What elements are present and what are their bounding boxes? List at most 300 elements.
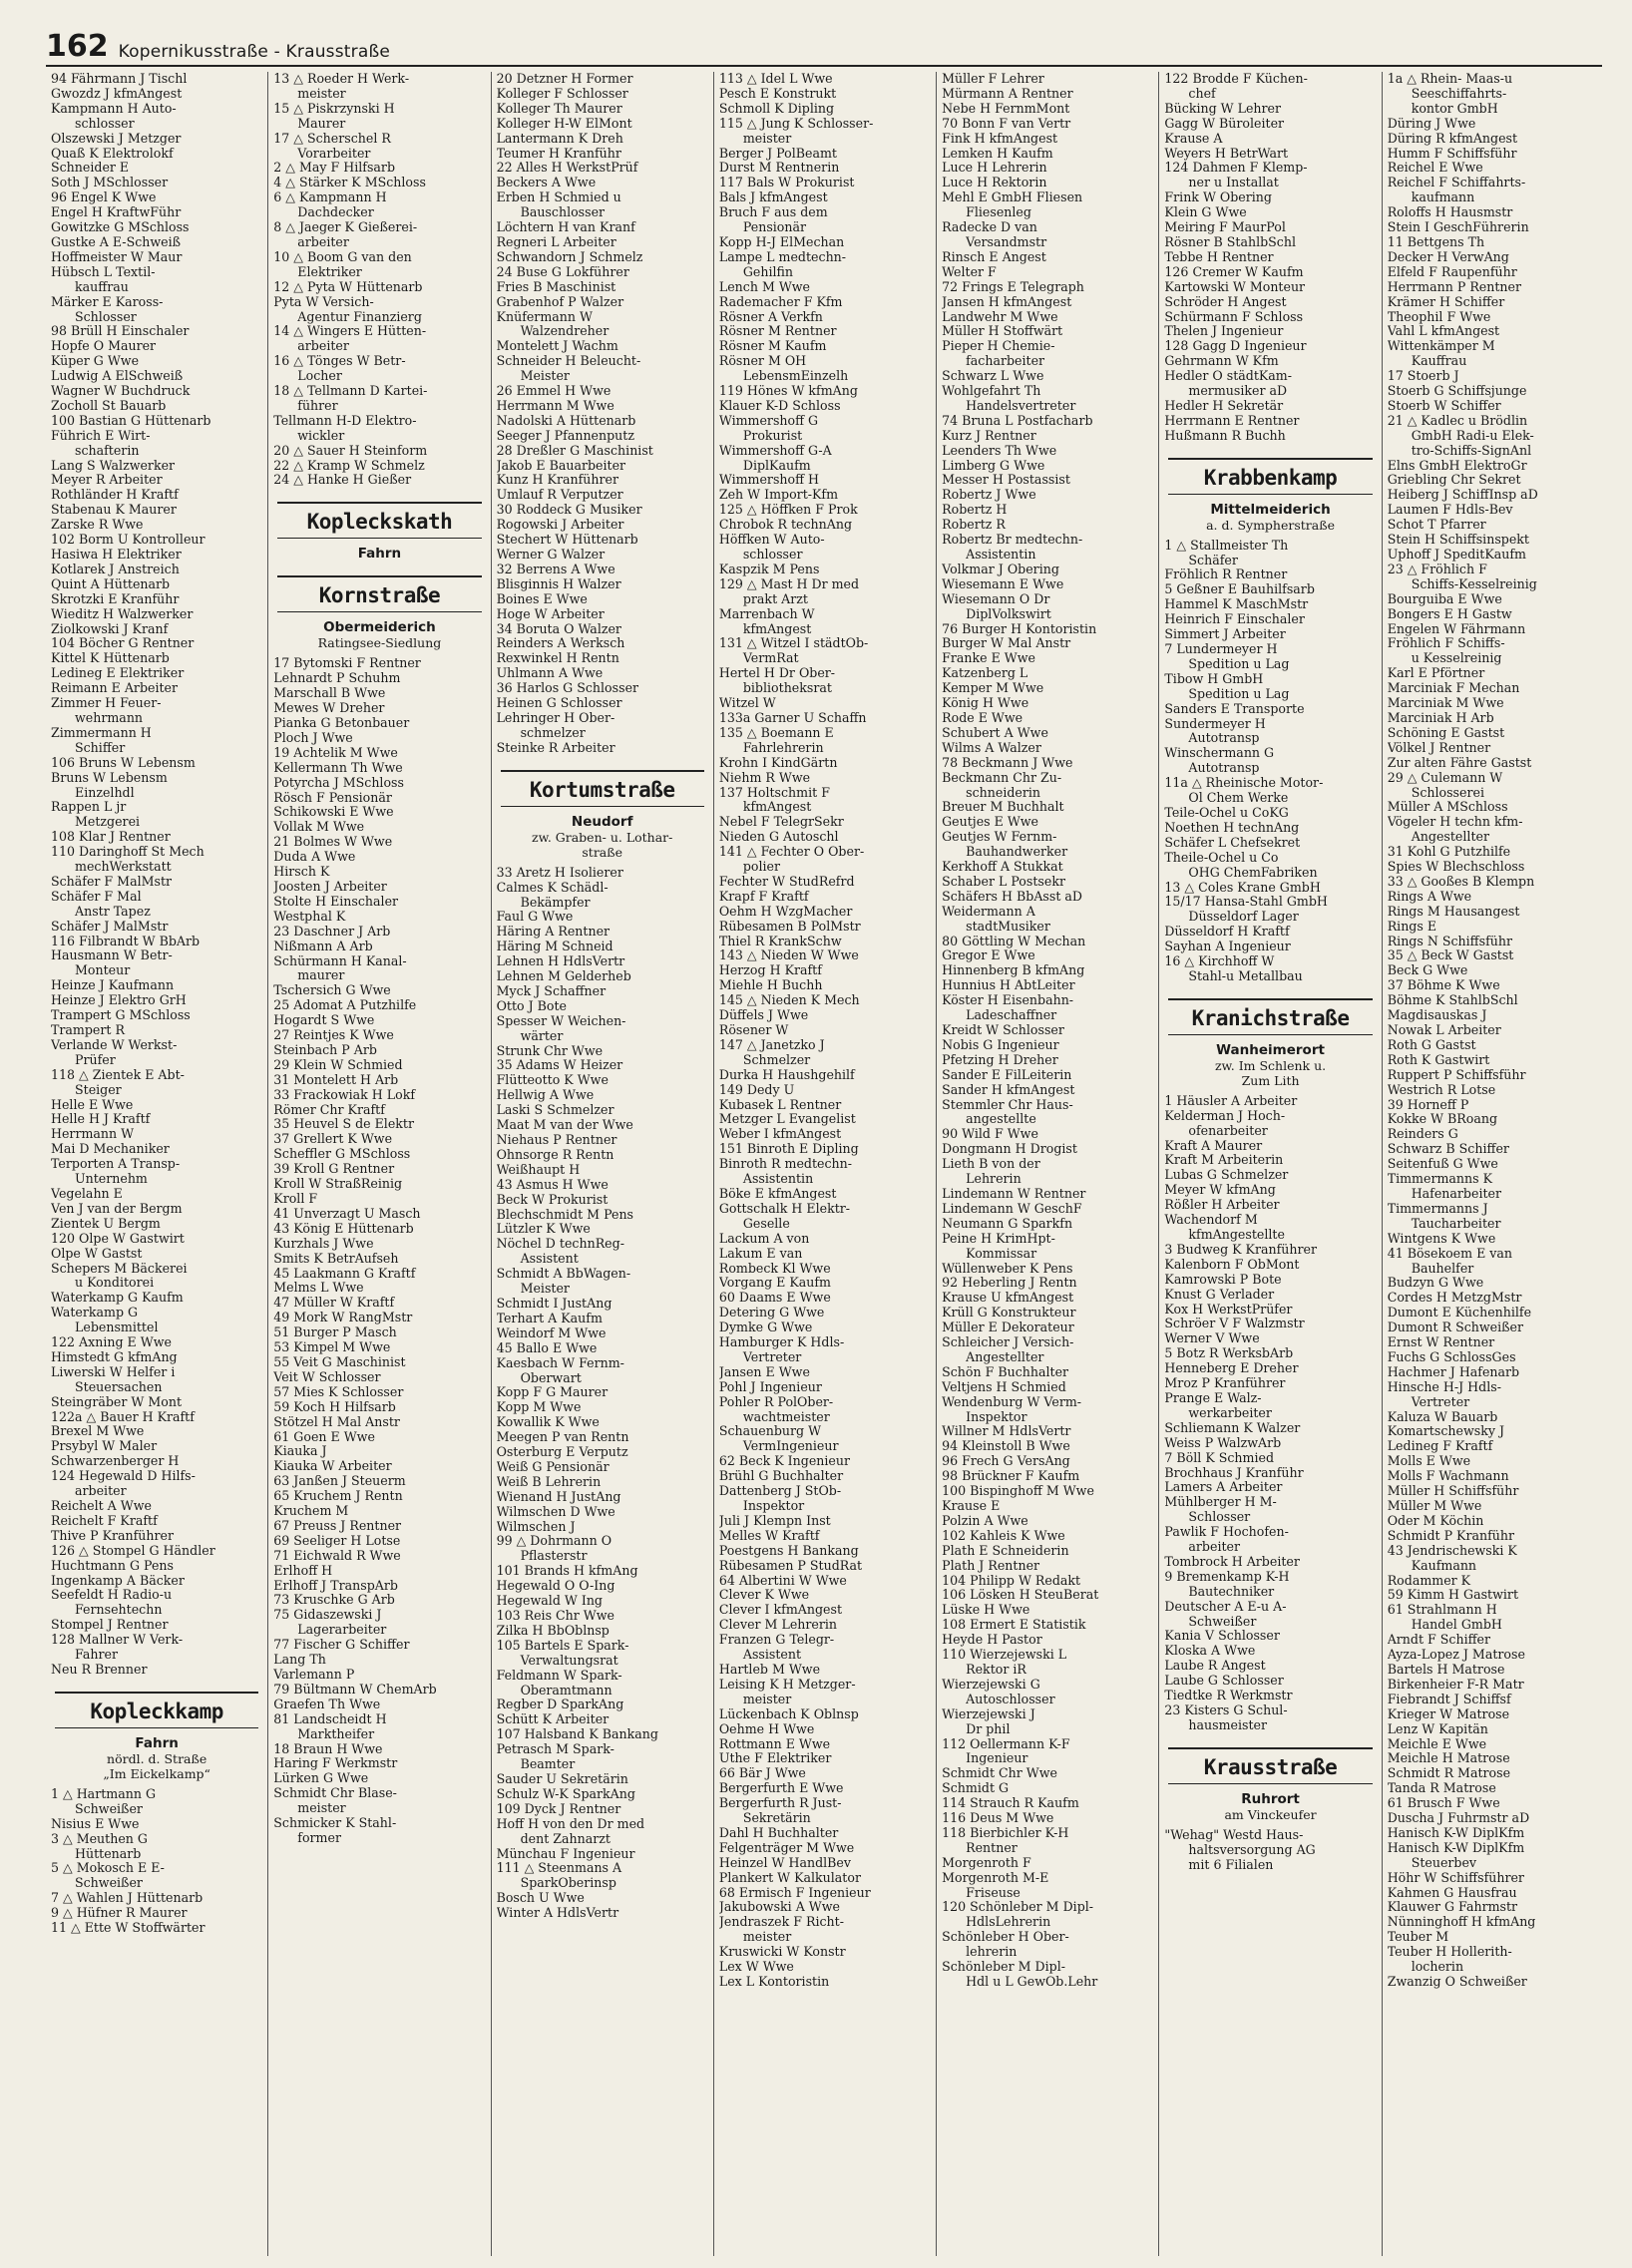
entry-continuation: kfmAngest <box>742 621 812 636</box>
resident-entry: Lenz W Kapitän <box>1387 1721 1488 1736</box>
resident-entry: 79 Bültmann W ChemArb <box>273 1682 437 1697</box>
resident-entry: Mewes W Dreher <box>273 701 385 716</box>
resident-entry: Wittenkämper M <box>1387 339 1495 354</box>
resident-entry: Seeger J Pfannenputz <box>496 428 634 443</box>
resident-entry: Herrmann E Rentner <box>1164 413 1300 428</box>
resident-entry: 21 △ Kadlec u Brödlin <box>1387 413 1528 428</box>
resident-entry: Prange E Walz- <box>1164 1390 1262 1405</box>
resident-entry: Pianka G Betonbauer <box>273 716 410 730</box>
entry-continuation: Meister <box>520 1282 570 1297</box>
resident-entry: Kolleger H-W ElMont <box>496 116 632 131</box>
resident-entry: 72 Frings E Telegraph <box>942 279 1084 294</box>
resident-entry: Kokke W BRoang <box>1387 1112 1498 1127</box>
resident-entry: Brochhaus J Kranführ <box>1164 1465 1304 1480</box>
resident-entry: Kemper M Wwe <box>942 681 1044 696</box>
resident-entry: Magdisauskas J <box>1387 1008 1487 1023</box>
entry-continuation: u Konditorei <box>75 1276 155 1291</box>
resident-entry: Krause A <box>1164 131 1223 146</box>
resident-entry: Metzger L Evangelist <box>718 1112 856 1127</box>
entry-continuation: DiplVolkswirt <box>966 606 1051 621</box>
resident-entry: Grabenhof P Walzer <box>496 294 624 309</box>
entry-continuation: Inspektor <box>966 1409 1027 1424</box>
resident-entry: 60 Daams E Wwe <box>718 1291 831 1306</box>
resident-entry: Neu R Brenner <box>51 1662 148 1677</box>
district-name: Obermeiderich <box>323 619 436 636</box>
entry-continuation: Assistentin <box>966 548 1036 562</box>
entry-continuation: arbeiter <box>297 234 349 249</box>
resident-entry: 24 △ Hanke H Gießer <box>273 473 412 488</box>
page-header <box>46 22 1602 67</box>
resident-entry: Kania V Schlosser <box>1164 1629 1280 1644</box>
resident-entry: Meichle H Matrose <box>1387 1751 1510 1766</box>
resident-entry: 13 △ Coles Krane GmbH <box>1164 880 1321 895</box>
resident-entry: 145 △ Nieden K Mech <box>718 993 860 1008</box>
resident-entry: Rösch F Pensionär <box>273 790 392 805</box>
resident-entry: 101 Brands H kfmAng <box>496 1564 638 1579</box>
entry-continuation: Taucharbeiter <box>1411 1216 1501 1231</box>
resident-entry: Kopp M Wwe <box>496 1400 582 1415</box>
resident-entry: Elfeld F Raupenführ <box>1387 264 1517 279</box>
resident-entry: 23 Daschner J Arb <box>273 924 391 939</box>
entry-continuation: Autotransp <box>1188 731 1260 746</box>
resident-entry: 18 Braun H Wwe <box>273 1741 383 1756</box>
resident-entry: Seefeldt H Radio-u <box>51 1588 173 1603</box>
street-heading <box>55 1692 258 1728</box>
resident-entry: 68 Ermisch F Ingenieur <box>718 1885 871 1900</box>
resident-entry: 28 Dreßler G Maschinist <box>496 443 653 458</box>
district-info <box>1164 503 1376 533</box>
resident-entry: Spesser W Weichen- <box>496 1013 626 1028</box>
entry-continuation: locherin <box>1411 1960 1464 1975</box>
resident-entry: Laube G Schlosser <box>1164 1674 1284 1689</box>
resident-entry: Thelen J Ingenieur <box>1164 324 1284 339</box>
resident-entry: Hoff H von den Dr med <box>496 1816 645 1831</box>
entry-continuation: Oberwart <box>520 1370 582 1385</box>
resident-entry: Calmes K Schädl- <box>496 880 609 895</box>
resident-entry: Quint A Hüttenarb <box>51 576 171 591</box>
resident-entry: Düring J Wwe <box>1387 116 1476 131</box>
resident-entry: Marciniak M Wwe <box>1387 696 1504 711</box>
resident-entry: Cordes H MetzgMstr <box>1387 1291 1522 1306</box>
resident-entry: Zeh W Import-Kfm <box>718 488 839 503</box>
entry-continuation: Ingenieur <box>966 1751 1028 1766</box>
resident-entry: Dongmann H Drogist <box>942 1142 1077 1157</box>
entry-continuation: arbeiter <box>75 1484 127 1499</box>
resident-entry: 81 Landscheidt H <box>273 1711 387 1726</box>
resident-entry: Weindorf M Wwe <box>496 1325 607 1340</box>
resident-entry: Vögeler H techn kfm- <box>1387 815 1523 830</box>
district-location: zw. Graben- u. Lothar- <box>532 829 673 845</box>
resident-entry: Trampert R <box>51 1023 125 1037</box>
resident-entry: Kartowski W Monteur <box>1164 279 1306 294</box>
resident-entry: 29 Klein W Schmied <box>273 1057 403 1072</box>
resident-entry: 80 Göttling W Mechan <box>942 934 1086 948</box>
entry-continuation: Schmelzer <box>742 1052 811 1067</box>
resident-entry: 25 Adomat A Putzhilfe <box>273 998 417 1013</box>
resident-entry: 23 Kisters G Schul- <box>1164 1703 1288 1717</box>
resident-entry: Hinnenberg B kfmAng <box>942 963 1085 978</box>
resident-entry: 31 Kohl G Putzhilfe <box>1387 845 1511 860</box>
resident-entry: "Wehag" Westd Haus- <box>1164 1827 1304 1842</box>
resident-entry: Schmidt Chr Blase- <box>273 1786 397 1801</box>
resident-entry: 116 Deus M Wwe <box>942 1811 1054 1826</box>
resident-entry: Schliemann K Walzer <box>1164 1420 1301 1435</box>
resident-entry: Tibow H GmbH <box>1164 671 1264 686</box>
resident-entry: 35 Adams W Heizer <box>496 1058 623 1073</box>
resident-entry: Schön F Buchhalter <box>942 1364 1069 1379</box>
resident-entry: Weiss P WalzwArb <box>1164 1435 1282 1450</box>
directory-column <box>46 72 268 2256</box>
entry-continuation: HdlsLehrerin <box>966 1915 1051 1930</box>
resident-entry: Rösner B StahlbSchl <box>1164 234 1296 249</box>
entry-continuation: Hdl u L GewOb.Lehr <box>966 1975 1098 1989</box>
resident-entry: Böke E kfmAngest <box>718 1186 837 1201</box>
resident-entry: Niehaus P Rentner <box>496 1133 617 1147</box>
entry-continuation: Kaufmann <box>1411 1558 1477 1573</box>
entry-continuation: hausmeister <box>1188 1717 1268 1732</box>
resident-entry: Rombeck Kl Wwe <box>718 1261 831 1276</box>
resident-entry: Zientek U Bergm <box>51 1216 161 1231</box>
resident-entry: Quaß K Elektrolokf <box>51 146 174 161</box>
resident-entry: Rademacher F Kfm <box>718 294 843 309</box>
resident-entry: Wienand H JustAng <box>496 1489 621 1504</box>
resident-entry: 106 Lösken H SteuBerat <box>942 1588 1099 1603</box>
district-location: zw. Im Schlenk u. <box>1214 1057 1327 1073</box>
resident-entry: Seitenfuß G Wwe <box>1387 1157 1498 1172</box>
resident-entry: 99 △ Dohrmann O <box>496 1534 612 1549</box>
directory-column <box>1159 72 1382 2256</box>
resident-entry: Witzel W <box>718 696 776 711</box>
district-info <box>497 815 708 860</box>
resident-entry: Weiß G Pensionär <box>496 1459 610 1474</box>
entry-continuation: Pflasterstr <box>520 1549 588 1564</box>
resident-entry: 35 Heuvel S de Elektr <box>273 1117 414 1132</box>
resident-entry: Stein I GeschFührerin <box>1387 220 1529 235</box>
district-location: nördl. d. Straße <box>107 1750 207 1766</box>
resident-entry: Bals J kfmAngest <box>718 190 828 205</box>
entry-continuation: Angestellter <box>966 1349 1044 1364</box>
resident-entry: 11 △ Ette W Stoffwärter <box>51 1921 205 1936</box>
resident-entry: Zilka H BbOblnsp <box>496 1623 610 1638</box>
resident-entry: 76 Burger H Kontoristin <box>942 621 1097 636</box>
resident-entry: Schäfer L Chefsekret <box>1164 835 1301 850</box>
resident-entry: 96 Engel K Wwe <box>51 190 157 205</box>
resident-entry: 18 △ Tellmann D Kartei- <box>273 384 428 399</box>
resident-entry: 125 △ Höffken F Prok <box>718 503 858 518</box>
resident-entry: 149 Dedy U <box>718 1082 795 1097</box>
resident-entry: 35 △ Beck W Gastst <box>1387 948 1514 963</box>
entry-continuation: Schiffer <box>75 740 126 755</box>
resident-entry: 75 Gidaszewski J <box>273 1608 382 1623</box>
resident-entry: Kampmann H Auto- <box>51 101 177 116</box>
resident-entry: Rinsch E Angest <box>942 249 1046 264</box>
entry-continuation: arbeiter <box>297 339 349 354</box>
resident-entry: Schwandorn J Schmelz <box>496 249 643 264</box>
resident-entry: Kruswicki W Konstr <box>718 1945 846 1960</box>
resident-entry: Oehme H Wwe <box>718 1721 815 1736</box>
resident-entry: Budzyn G Wwe <box>1387 1276 1484 1291</box>
entry-continuation: Dr phil <box>966 1721 1011 1736</box>
resident-entry: Otto J Bote <box>496 998 567 1013</box>
entry-continuation: schneiderin <box>966 785 1041 800</box>
resident-entry: Kurz J Rentner <box>942 428 1036 443</box>
resident-entry: Nieden G Autoschl <box>718 830 839 845</box>
resident-entry: 110 Wierzejewski L <box>942 1648 1067 1663</box>
resident-entry: 66 Bär J Wwe <box>718 1766 806 1781</box>
entry-continuation: Verwaltungsrat <box>520 1653 618 1668</box>
resident-entry: Lang S Walzwerker <box>51 458 176 473</box>
resident-entry: Ledineg F Kraftf <box>1387 1439 1493 1454</box>
entry-continuation: ner u Installat <box>1188 176 1279 190</box>
resident-entry: Ven J van der Bergm <box>51 1201 183 1216</box>
resident-entry: Steinke R Arbeiter <box>496 740 615 755</box>
entry-continuation: Geselle <box>742 1216 790 1231</box>
resident-entry: 105 Bartels E Spark- <box>496 1638 629 1653</box>
resident-entry: Fröhlich R Rentner <box>1164 567 1288 582</box>
entry-continuation: stadtMusiker <box>966 919 1050 934</box>
entry-continuation: Friseuse <box>966 1885 1020 1900</box>
resident-entry: Potyrcha J MSchloss <box>273 775 404 790</box>
resident-entry: Kunz H Kranführer <box>496 473 618 488</box>
resident-entry: Wohlgefahrt Th <box>942 384 1041 399</box>
resident-entry: Mühlberger H M- <box>1164 1495 1277 1510</box>
entry-continuation: Spedition u Lag <box>1188 686 1290 701</box>
resident-entry: Nadolski A Hüttenarb <box>496 413 636 428</box>
entry-continuation: Anstr Tapez <box>75 904 151 919</box>
resident-entry: Franke E Wwe <box>942 651 1035 666</box>
street-name: Kornstraße <box>318 583 441 608</box>
resident-entry: 109 Dyck J Rentner <box>496 1801 621 1816</box>
entry-continuation: Hafenarbeiter <box>1411 1186 1502 1201</box>
resident-entry: 22 △ Kramp W Schmelz <box>273 458 425 473</box>
resident-entry: Tombrock H Arbeiter <box>1164 1554 1300 1569</box>
resident-entry: 122 Brodde F Küchen- <box>1164 72 1308 86</box>
resident-entry: Tschersich G Wwe <box>273 983 391 998</box>
resident-entry: 100 Bastian G Hüttenarb <box>51 413 211 428</box>
resident-entry: Schepers M Bäckerei <box>51 1261 188 1276</box>
resident-entry: Bartels H Matrose <box>1387 1662 1505 1677</box>
district-location: „Im Eickelkamp“ <box>103 1765 210 1781</box>
resident-entry: Hertel H Dr Ober- <box>718 666 836 681</box>
resident-entry: Löchtern H van Kranf <box>496 220 635 235</box>
entry-continuation: Steuerbev <box>1411 1855 1477 1870</box>
resident-entry: Laumen F Hdls-Bev <box>1387 503 1513 518</box>
resident-entry: Teumer H Kranführ <box>496 146 621 161</box>
resident-entry: Uphoff J SpeditKaufm <box>1387 548 1526 562</box>
entry-continuation: Handel GmbH <box>1411 1618 1502 1633</box>
resident-entry: Heiberg J SchiffInsp aD <box>1387 488 1538 503</box>
resident-entry: Fechter W StudRefrd <box>718 874 855 889</box>
resident-entry: 69 Seeliger H Lotse <box>273 1533 401 1548</box>
entry-continuation: Bautechniker <box>1188 1584 1275 1599</box>
resident-entry: Griebling Chr Sekret <box>1387 473 1521 488</box>
resident-entry: 73 Kruschke G Arb <box>273 1593 395 1608</box>
entry-continuation: kfmAngest <box>742 800 812 815</box>
resident-entry: 53 Kimpel M Wwe <box>273 1340 391 1355</box>
resident-entry: Lench M Wwe <box>718 279 811 294</box>
resident-entry: Zarske R Wwe <box>51 518 144 533</box>
resident-entry: 13 △ Roeder H Werk- <box>273 72 410 86</box>
resident-entry: Hopfe O Maurer <box>51 339 157 354</box>
resident-entry: Meyer W kfmAng <box>1164 1183 1276 1198</box>
resident-entry: Prsybyl W Maler <box>51 1439 158 1454</box>
resident-entry: Kurzhals J Wwe <box>273 1236 374 1251</box>
resident-entry: Ohnsorge R Rentn <box>496 1147 614 1162</box>
resident-entry: Müller H Schiffsführ <box>1387 1484 1519 1499</box>
resident-entry: Winter A HdlsVertr <box>496 1906 619 1921</box>
resident-entry: Wendenburg W Verm- <box>942 1394 1082 1409</box>
resident-entry: 26 Emmel H Wwe <box>496 384 612 399</box>
resident-entry: 94 Fährmann J Tischl <box>51 72 188 86</box>
resident-entry: Höhr W Schiffsführer <box>1387 1870 1524 1885</box>
resident-entry: 108 Ermert E Statistik <box>942 1618 1086 1633</box>
resident-entry: Düring R kfmAngest <box>1387 131 1518 146</box>
entry-continuation: meister <box>742 1930 792 1945</box>
resident-entry: Fröhlich F Schiffs- <box>1387 636 1505 651</box>
resident-entry: Clever I kfmAngest <box>718 1603 843 1618</box>
entry-continuation: prakt Arzt <box>742 591 808 606</box>
resident-entry: Heinze J Kaufmann <box>51 978 175 993</box>
resident-entry: 107 Halsband K Bankang <box>496 1727 658 1742</box>
resident-entry: Polzin A Wwe <box>942 1513 1028 1528</box>
resident-entry: Kreidt W Schlosser <box>942 1023 1064 1037</box>
resident-entry: Terporten A Transp- <box>51 1157 181 1172</box>
entry-continuation: Unternehm <box>75 1172 148 1187</box>
resident-entry: Lemken H Kaufm <box>942 146 1053 161</box>
entry-continuation: Steuersachen <box>75 1379 163 1394</box>
entry-continuation: Fliesenleg <box>966 205 1031 220</box>
resident-entry: Häring M Schneid <box>496 940 613 954</box>
resident-entry: Wimmershoff H <box>718 473 820 488</box>
resident-entry: 102 Borm U Kontrolleur <box>51 533 205 548</box>
street-heading <box>501 770 704 807</box>
resident-entry: Lackum A von <box>718 1231 810 1246</box>
entry-continuation: schlosser <box>742 548 803 562</box>
resident-entry: Kellermann Th Wwe <box>273 760 403 775</box>
street-name: Kopleckskath <box>306 510 453 535</box>
entry-continuation: Rentner <box>966 1840 1018 1855</box>
entry-continuation: meister <box>297 1801 346 1816</box>
resident-entry: Schäfer J MalMstr <box>51 919 169 934</box>
resident-entry: Schürmann H Kanal- <box>273 953 407 968</box>
resident-entry: 17 Stoerb J <box>1387 369 1459 384</box>
resident-entry: Duscha J Fuhrmstr aD <box>1387 1811 1530 1826</box>
resident-entry: 112 Oellermann K-F <box>942 1736 1070 1751</box>
resident-entry: Kamrowski P Bote <box>1164 1272 1282 1287</box>
resident-entry: Detering G Wwe <box>718 1306 825 1321</box>
resident-entry: Erben H Schmied u <box>496 190 621 205</box>
resident-entry: Rothländer H Kraftf <box>51 488 179 503</box>
entry-continuation: former <box>297 1830 341 1845</box>
resident-entry: Rexwinkel H Rentn <box>496 651 619 666</box>
resident-entry: 64 Albertini W Wwe <box>718 1573 847 1588</box>
resident-entry: Thive P Kranführer <box>51 1528 175 1543</box>
resident-entry: Wierzejewski G <box>942 1677 1040 1692</box>
resident-entry: Scheffler G MSchloss <box>273 1147 411 1162</box>
resident-entry: Krause E <box>942 1499 1001 1513</box>
resident-entry: Zur alten Fähre Gastst <box>1387 755 1532 770</box>
resident-entry: Schürmann F Schloss <box>1164 309 1304 324</box>
resident-entry: Dahl H Buchhalter <box>718 1825 839 1840</box>
resident-entry: Lindemann W GeschF <box>942 1201 1082 1216</box>
resident-entry: Reichelt A Wwe <box>51 1499 152 1513</box>
resident-entry: Durst M Rentnerin <box>718 161 840 176</box>
resident-entry: Geutjes W Fernm- <box>942 830 1057 845</box>
resident-entry: Dumont R Schweißer <box>1387 1321 1524 1335</box>
district-info <box>1164 1043 1376 1088</box>
resident-entry: 3 △ Meuthen G <box>51 1831 148 1846</box>
resident-entry: Münchau F Ingenieur <box>496 1846 635 1861</box>
resident-entry: Gwozdz J kfmAngest <box>51 86 183 101</box>
resident-entry: Weyers H BetrWart <box>1164 146 1289 161</box>
resident-entry: 100 Bispinghoff M Wwe <box>942 1484 1094 1499</box>
resident-entry: 141 △ Fechter O Ober- <box>718 845 865 860</box>
resident-entry: Burger W Mal Anstr <box>942 636 1071 651</box>
entry-continuation: Walzendreher <box>520 324 610 339</box>
street-heading <box>1168 998 1372 1035</box>
resident-entry: 120 Olpe W Gastwirt <box>51 1231 185 1246</box>
resident-entry: Bruns W Lebensm <box>51 770 168 785</box>
resident-entry: Krieger W Matrose <box>1387 1706 1510 1721</box>
resident-entry: 10 △ Boom G van den <box>273 249 412 264</box>
resident-entry: Tebbe H Rentner <box>1164 249 1274 264</box>
resident-entry: Myck J Schaffner <box>496 983 607 998</box>
resident-entry: Zimmer H Feuer- <box>51 696 162 711</box>
resident-entry: 118 Bierbichler K-H <box>942 1825 1069 1840</box>
resident-entry: Lex L Kontoristin <box>718 1975 830 1989</box>
resident-entry: Zimmermann H <box>51 725 152 740</box>
resident-entry: Nebe H FernmMont <box>942 101 1070 116</box>
resident-entry: 1 Häusler A Arbeiter <box>1164 1093 1298 1108</box>
resident-entry: Karl E Pförtner <box>1387 666 1485 681</box>
resident-entry: Ploch J Wwe <box>273 730 353 745</box>
district-info <box>273 620 485 650</box>
resident-entry: Veit W Schlosser <box>273 1369 381 1384</box>
resident-entry: Beckmann Chr Zu- <box>942 770 1062 785</box>
district-location: Zum Lith <box>1241 1072 1300 1088</box>
resident-entry: Düffels J Wwe <box>718 1008 809 1023</box>
resident-entry: Stompel J Rentner <box>51 1618 169 1633</box>
resident-entry: Hellwig A Wwe <box>496 1088 595 1103</box>
entry-continuation: wehrmann <box>75 710 144 725</box>
resident-entry: Stoerb G Schiffsjunge <box>1387 384 1527 399</box>
resident-entry: 43 König E Hüttenarb <box>273 1221 414 1236</box>
resident-entry: 65 Kruchem J Rentn <box>273 1489 403 1504</box>
entry-continuation: Bekämpfer <box>520 895 591 910</box>
resident-entry: Krause U kfmAngest <box>942 1291 1074 1306</box>
resident-entry: Schubert A Wwe <box>942 725 1048 740</box>
street-name: Krabbenkamp <box>1203 465 1338 490</box>
resident-entry: Schäfer F Mal <box>51 889 142 904</box>
resident-entry: Nebel F TelegrSekr <box>718 815 844 830</box>
resident-entry: Klauer K-D Schloss <box>718 398 841 413</box>
entry-continuation: Handelsvertreter <box>966 398 1076 413</box>
resident-entry: 71 Eichwald R Wwe <box>273 1548 401 1563</box>
resident-entry: Lex W Wwe <box>718 1960 794 1975</box>
resident-entry: Reichelt F Kraftf <box>51 1513 158 1528</box>
resident-entry: Roth G Gastst <box>1387 1037 1476 1052</box>
resident-entry: Mürmann A Rentner <box>942 86 1073 101</box>
resident-entry: Vorgang E Kaufm <box>718 1276 831 1291</box>
entry-continuation: ofenarbeiter <box>1188 1123 1268 1138</box>
page-title: Kopernikusstraße - Krausstraße <box>118 42 391 62</box>
resident-entry: Hausmann W Betr- <box>51 948 173 963</box>
street-name: Krausstraße <box>1203 1754 1338 1779</box>
resident-entry: Nisius E Wwe <box>51 1816 140 1831</box>
resident-entry: Poestgens H Bankang <box>718 1543 859 1558</box>
resident-entry: 9 △ Hüfner R Maurer <box>51 1906 188 1921</box>
resident-entry: 126 △ Stompel G Händler <box>51 1543 215 1558</box>
